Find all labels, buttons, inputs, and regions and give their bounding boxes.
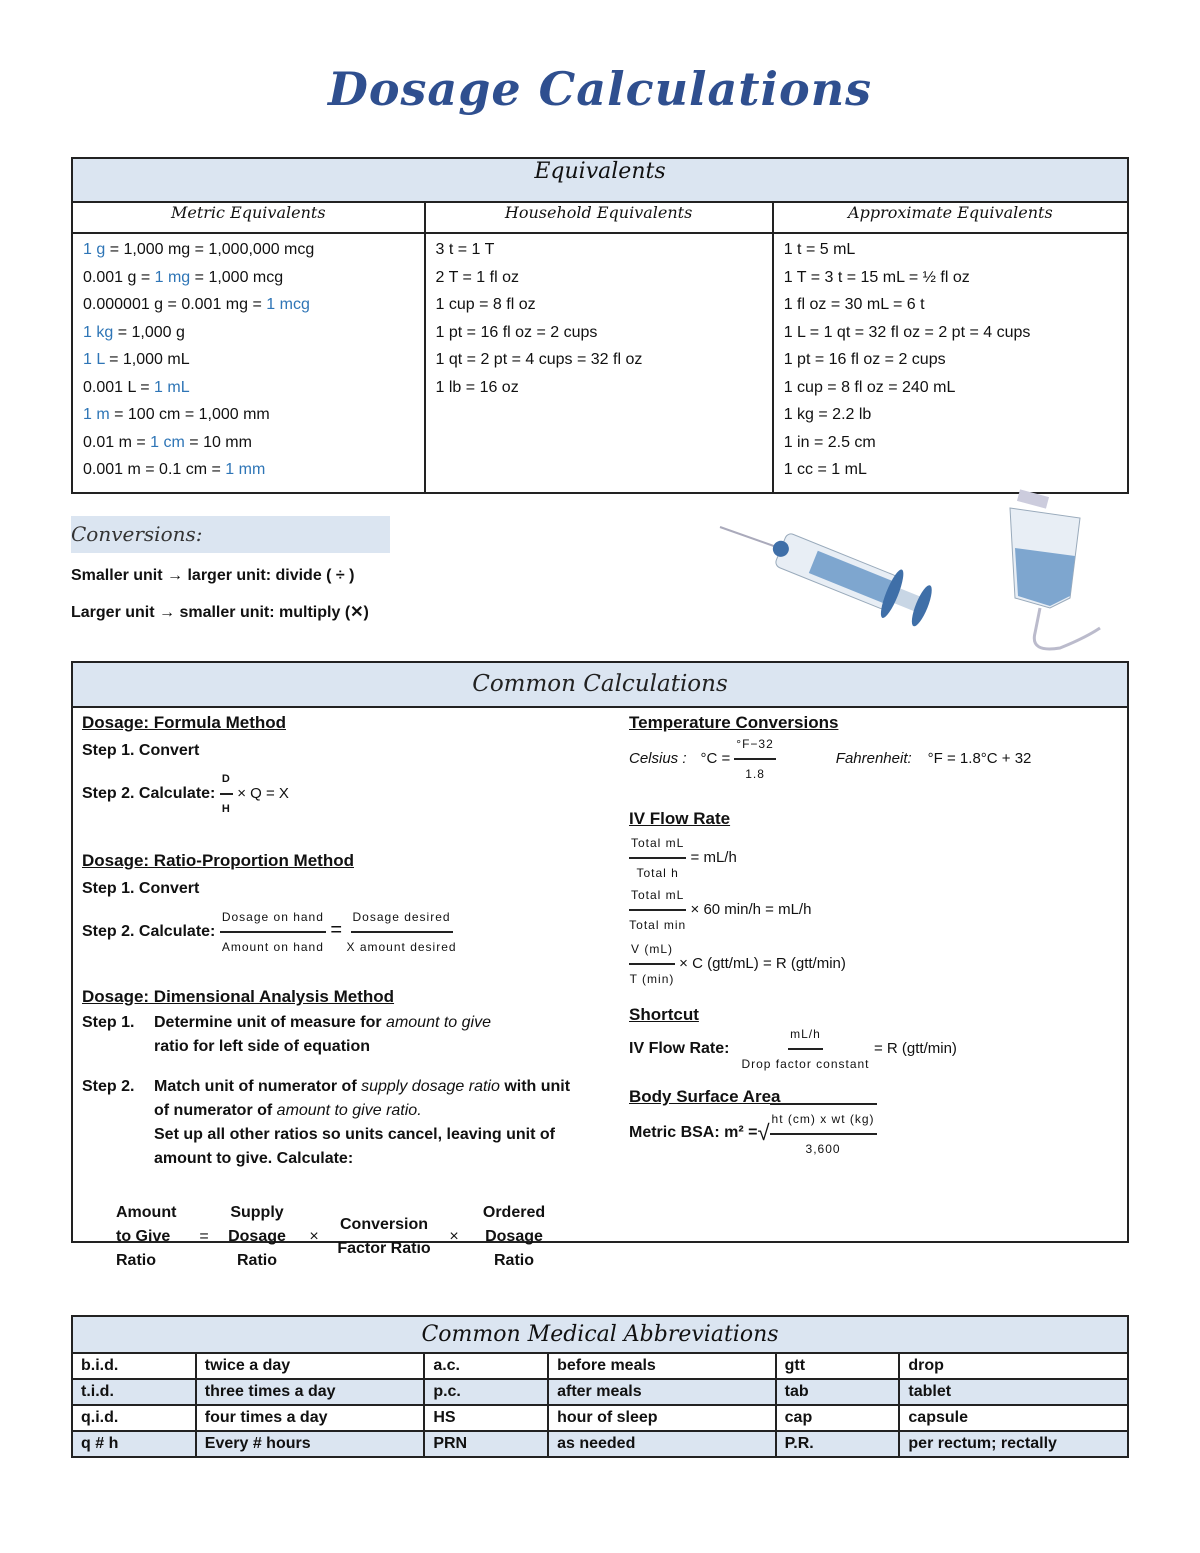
equivalent-line	[784, 236, 1117, 264]
highlighted-unit: 1 mL	[154, 378, 190, 396]
operator: ×	[309, 1228, 319, 1245]
table-row	[72, 1431, 1128, 1457]
numerator: Dosage on hand	[220, 903, 326, 933]
equivalent-text: 0.000001 g = 0.001 mg =	[83, 296, 267, 313]
highlighted-unit: 1 L	[83, 351, 105, 368]
formula: × C (gtt/mL) = R (gtt/min)	[679, 955, 846, 972]
celsius-lhs: °C =	[700, 750, 731, 767]
equivalent-text: 1 pt = 16 fl oz = 2 cups	[783, 351, 946, 368]
equivalent-text: 1 T = 3 t = 15 mL = ½ fl oz	[783, 268, 970, 286]
equivalent-text: = 1,000 g	[113, 323, 185, 341]
equivalent-line	[784, 264, 1117, 292]
common-calculations-title: Common Calculations	[73, 663, 1127, 708]
bsa-label: Metric BSA: m² =	[629, 1124, 758, 1141]
denominator: 3,600	[805, 1142, 841, 1156]
larger-to-smaller-rule: Larger unit → smaller unit: multiply (✕)	[71, 604, 369, 621]
ratio-method-title: Dosage: Ratio-Proportion Method	[82, 851, 354, 870]
formula: × 60 min/h = mL/h	[690, 901, 812, 918]
temperature-title: Temperature Conversions	[629, 713, 839, 732]
equivalent-text: = 1,000 mL	[104, 351, 190, 368]
bsa-title: Body Surface Area	[629, 1087, 781, 1106]
operator: =	[199, 1228, 209, 1245]
equivalent-text: 1 in = 2.5 cm	[783, 433, 876, 451]
approximate-equivalents-list	[773, 233, 1128, 493]
equivalent-line	[784, 346, 1117, 374]
numerator: Dosage desired	[351, 903, 453, 933]
abbreviation: q # h	[72, 1431, 196, 1457]
numerator: D	[220, 765, 233, 795]
column-header: Metric Equivalents	[72, 202, 425, 233]
equivalent-text: 0.001 m = 0.1 cm =	[83, 461, 226, 478]
equivalent-line	[83, 429, 414, 457]
equivalent-text: 0.001 L =	[83, 378, 155, 396]
common-calculations-panel: Common Calculations Dosage: Formula Method Step 1. Convert Step 2. Calculate: $\frac{D}{H}$ × Q = X Dosage: Ratio-Proportion Method Step 1. Convert Step 2. Calculate: $\frac{\text{Dosage on hand}}{\text{Amount on hand}}$ = $\frac{\text{Dosage desired}}{\text{X amount desired}}$ Dosage: Dimensional Analysis Method Step 1. Determine unit of measure for amount to give ratio for left side of equation Step 2. Match unit of numerator of supply dosage ratio with unit of numerator of amount to give ratio. Set up all other ratios so units cancel, leaving unit of amount to give. Calculate: Amount to Give Ratio = Supply Dosage Ratio × Conversion Factor Ratio × Ordered Dosage Ratio Temperature Conversions Celsius : °C = $\frac{^\circ F-32}{1.8}$ Fahrenheit: °F = 1.8°C + 32 IV Flow Rate $\frac{\text{Total mL}}{\text{Total h}}$ = mL/h $\frac{\text{Total mL}}{\text{Total min}}$ × 60 min/h = mL/h $\frac{V (mL)}{T (\min)}$ × C (gtt/mL) = R (gtt/min) Shortcut IV Flow Rate: $\frac{mL/h}{\text{Drop factor constant}}$ = R (gtt/min) Body Surface Area Metric BSA: m² = √ $\frac{\text{ht (cm) x wt (kg)}}{3,600}$	[71, 661, 1129, 1243]
abbreviation-meaning: per rectum; rectally	[899, 1431, 1128, 1457]
equivalent-text: 1 qt = 2 pt = 4 cups = 32 fl oz	[435, 351, 643, 368]
abbreviation-meaning: Every # hours	[196, 1431, 425, 1457]
equivalent-line	[436, 319, 762, 347]
abbreviation: PRN	[424, 1431, 548, 1457]
abbreviation: t.i.d.	[72, 1379, 196, 1405]
equivalent-line	[436, 236, 762, 264]
step-text: with unit of numerator of	[154, 1078, 571, 1119]
highlighted-unit: 1 cm	[150, 433, 185, 451]
household-equivalents-list	[425, 233, 773, 493]
abbreviation: cap	[776, 1405, 900, 1431]
equivalent-line	[784, 456, 1117, 484]
equivalent-text: = 1,000 mcg	[190, 268, 284, 286]
equivalent-text: 1 cup = 8 fl oz = 240 mL	[783, 378, 956, 396]
denominator: Total h	[636, 866, 679, 880]
equivalent-text: 1 fl oz = 30 mL = 6 t	[783, 296, 925, 313]
abbreviation-meaning: drop	[899, 1353, 1128, 1379]
numerator: mL/h	[788, 1020, 823, 1050]
formula-method-title: Dosage: Formula Method	[82, 713, 287, 732]
abbreviation-meaning: hour of sleep	[548, 1405, 776, 1431]
step-2: Step 2. Calculate:	[82, 785, 216, 803]
abbreviation-meaning: after meals	[548, 1379, 776, 1405]
abbreviation-meaning: twice a day	[196, 1353, 425, 1379]
syringe-icon	[715, 515, 945, 630]
equivalent-text: 2 T = 1 fl oz	[435, 268, 519, 286]
numerator: °F−32	[734, 730, 775, 760]
abbreviations-table	[71, 1315, 1129, 1458]
highlighted-unit: 1 mg	[154, 268, 191, 286]
equivalent-text: 1 pt = 16 fl oz = 2 cups	[435, 323, 598, 341]
term: Amount to Give Ratio	[116, 1204, 177, 1269]
conversions-title: Conversions:	[71, 516, 390, 553]
equivalent-text: 0.01 m =	[83, 433, 151, 451]
equivalent-text: 1 kg = 2.2 lb	[783, 406, 872, 423]
abbreviation: P.R.	[776, 1431, 900, 1457]
smaller-to-larger-rule: Smaller unit → larger unit: divide ( ÷ )	[71, 567, 355, 584]
equivalent-line	[784, 429, 1117, 457]
equivalent-text: 1 lb = 16 oz	[435, 378, 519, 396]
equivalent-line	[83, 456, 414, 484]
equivalent-text: = 10 mm	[184, 433, 252, 451]
step-1: Step 1. Convert	[82, 880, 200, 897]
page-title: Dosage Calculations	[327, 62, 873, 116]
equivalent-text: 1 cup = 8 fl oz	[435, 296, 536, 313]
column-header: Household Equivalents	[425, 202, 773, 233]
step-text: Determine unit of measure for	[154, 1014, 387, 1031]
table-row	[72, 1405, 1128, 1431]
numerator: V (mL)	[629, 935, 675, 965]
equivalent-line	[83, 374, 414, 402]
equivalent-line	[436, 264, 762, 292]
abbreviation: b.i.d.	[72, 1353, 196, 1379]
denominator: H	[221, 803, 231, 815]
equivalent-line	[83, 401, 414, 429]
formula: × Q = X	[237, 785, 289, 803]
step-2: Step 2. Calculate:	[82, 923, 216, 941]
highlighted-unit: 1 kg	[83, 323, 114, 341]
denominator: 1.8	[745, 767, 765, 781]
equivalent-text: = 100 cm = 1,000 mm	[109, 406, 270, 423]
denominator: Total min	[629, 918, 687, 932]
equivalent-line	[784, 319, 1117, 347]
formula: = mL/h	[690, 849, 737, 866]
equivalent-text: 3 t = 1 T	[435, 241, 495, 258]
equivalent-line	[784, 401, 1117, 429]
equivalents-table	[71, 157, 1129, 494]
equivalent-line	[83, 291, 414, 319]
abbreviation: HS	[424, 1405, 548, 1431]
dimensional-method-title: Dosage: Dimensional Analysis Method	[82, 987, 395, 1006]
table-row	[72, 1353, 1128, 1379]
abbreviation-meaning: three times a day	[196, 1379, 425, 1405]
highlighted-unit: 1 g	[83, 241, 106, 258]
shortcut-title: Shortcut	[629, 1005, 699, 1024]
fahrenheit-formula: °F = 1.8°C + 32	[927, 750, 1032, 767]
step-2: Step 2.	[82, 1078, 135, 1095]
equivalent-line	[83, 346, 414, 374]
equivalent-line	[436, 346, 762, 374]
abbreviation: q.i.d.	[72, 1405, 196, 1431]
highlighted-unit: 1 mm	[225, 461, 266, 478]
denominator: X amount desired	[346, 940, 457, 954]
abbreviations-title: Common Medical Abbreviations	[72, 1316, 1128, 1353]
equivalent-line	[83, 236, 414, 264]
equivalent-line	[436, 291, 762, 319]
highlighted-unit: 1 m	[83, 406, 110, 423]
abbreviation-meaning: before meals	[548, 1353, 776, 1379]
abbreviation-meaning: four times a day	[196, 1405, 425, 1431]
equivalent-line	[83, 264, 414, 292]
step-text: Set up all other ratios so units cancel, leaving unit of amount to give. Calculate:	[154, 1126, 555, 1167]
denominator: Amount on hand	[221, 940, 324, 954]
step-text: ratio for left side of equation	[154, 1038, 371, 1055]
table-row	[72, 1379, 1128, 1405]
operator: ×	[449, 1228, 459, 1245]
formula: = R (gtt/min)	[873, 1040, 957, 1057]
abbreviation-meaning: tablet	[899, 1379, 1128, 1405]
term: Ordered Dosage Ratio	[482, 1204, 546, 1269]
numerator: ht (cm) x wt (kg)	[770, 1105, 877, 1135]
abbreviation: gtt	[776, 1353, 900, 1379]
step-text: amount to give	[386, 1014, 491, 1031]
highlighted-unit: 1 mcg	[266, 296, 310, 313]
numerator: Total mL	[629, 881, 686, 911]
shortcut-label: IV Flow Rate:	[629, 1040, 730, 1057]
metric-equivalents-list	[72, 233, 425, 493]
equivalent-line	[83, 319, 414, 347]
abbreviation-meaning: capsule	[899, 1405, 1128, 1431]
equivalents-title: Equivalents	[72, 158, 1128, 202]
column-header: Approximate Equivalents	[773, 202, 1128, 233]
term: Supply Dosage Ratio	[228, 1204, 286, 1269]
step-text: supply dosage ratio	[361, 1078, 500, 1095]
equivalent-text: 1 L = 1 qt = 32 fl oz = 2 pt = 4 cups	[783, 323, 1031, 341]
equivalent-text: = 1,000 mg = 1,000,000 mcg	[105, 241, 315, 258]
equivalent-line	[436, 374, 762, 402]
denominator: Drop factor constant	[741, 1057, 870, 1071]
equivalent-text: 1 t = 5 mL	[783, 241, 856, 258]
step-text: Match unit of numerator of	[154, 1078, 362, 1095]
equivalent-text: 1 cc = 1 mL	[783, 461, 867, 478]
numerator: Total mL	[629, 829, 686, 859]
term: Conversion Factor Ratio	[337, 1216, 431, 1257]
equivalent-line	[784, 374, 1117, 402]
denominator: T (min)	[629, 972, 675, 986]
equivalent-text: 0.001 g =	[83, 268, 155, 286]
iv-flow-title: IV Flow Rate	[629, 809, 731, 828]
abbreviation: tab	[776, 1379, 900, 1405]
step-1: Step 1.	[82, 1014, 135, 1031]
abbreviation: p.c.	[424, 1379, 548, 1405]
equivalent-line	[784, 291, 1117, 319]
celsius-label: Celsius :	[629, 750, 687, 767]
step-text: amount to give ratio.	[276, 1102, 422, 1119]
step-1: Step 1. Convert	[82, 742, 200, 759]
iv-bag-icon	[990, 488, 1110, 658]
abbreviation: a.c.	[424, 1353, 548, 1379]
fahrenheit-label: Fahrenheit:	[835, 750, 912, 767]
abbreviation-meaning: as needed	[548, 1431, 776, 1457]
